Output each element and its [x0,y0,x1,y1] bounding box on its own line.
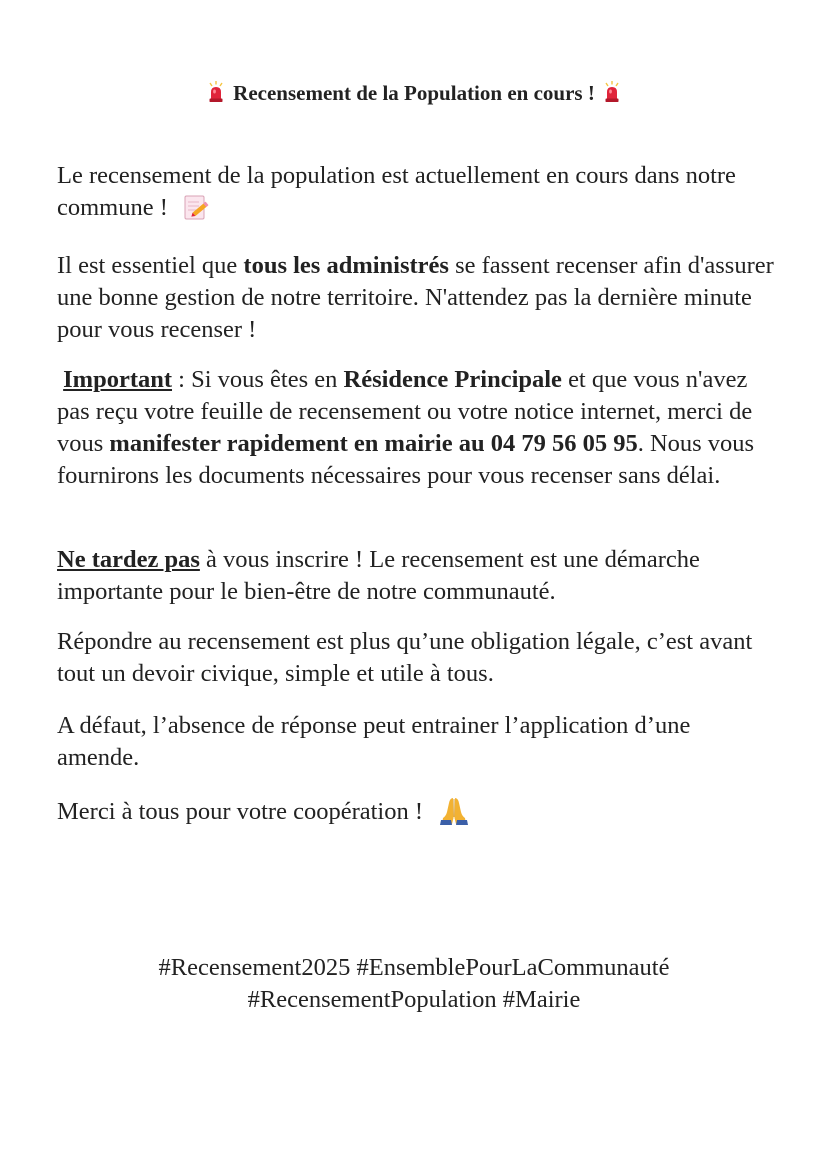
paragraph-obligation-text: Répondre au recensement est plus qu’une obligation légale, c’est avant tout un devoir civique, simple et utile à tous. [57,628,753,687]
paragraph-essential-text-end: se fassent recenser afin d'assurer une bonne gestion de notre territoire. N'attendez pas la dernière minute pour vous recenser ! [57,252,774,343]
paragraph-fine-text: A défaut, l’absence de réponse peut entrainer l’application d’une amende. [57,712,691,771]
paragraph-intro-text: Le recensement de la population est actuellement en cours dans notre commune ! [57,162,736,221]
paragraph-obligation [57,626,777,690]
important-residence: Résidence Principale [343,366,562,393]
paragraph-intro [57,160,777,224]
praying-hands-icon [439,794,469,826]
important-contact-phone: manifester rapidement en mairie au 04 79 56 05 95 [109,430,638,457]
hashtags-line-2: #RecensementPopulation #Mairie [247,986,581,1013]
memo-icon [182,193,212,221]
paragraph-thanks [57,796,777,829]
important-seg2: et que vous n'avez pas reçu votre feuille de recensement ou votre notice internet, merci de vous [57,366,753,457]
paragraph-dont-delay [57,544,777,608]
paragraph-essential-bold: tous les administrés [243,252,449,279]
important-seg3: . Nous vous fournirons les documents nécessaires pour vous recenser sans délai. [57,430,755,489]
hashtags-line-1: #Recensement2025 #EnsemblePourLaCommunauté [158,954,670,981]
important-label: Important [63,366,173,393]
siren-icon [207,81,225,103]
hashtags-block [0,952,828,1016]
paragraph-essential [57,250,777,346]
dont-delay-text: à vous inscrire ! Le recensement est une démarche importante pour le bien-être de notre communauté. [57,546,700,605]
important-seg1: : Si vous êtes en [172,366,344,393]
paragraph-thanks-text: Merci à tous pour votre coopération ! [57,798,424,825]
paragraph-important [57,364,777,492]
page-title-text: Recensement de la Population en cours ! [233,81,595,105]
paragraph-essential-text-start: Il est essentiel que [57,252,244,279]
dont-delay-label: Ne tardez pas [57,546,200,573]
siren-icon [603,81,621,103]
page-title [0,80,828,106]
paragraph-fine [57,710,777,774]
